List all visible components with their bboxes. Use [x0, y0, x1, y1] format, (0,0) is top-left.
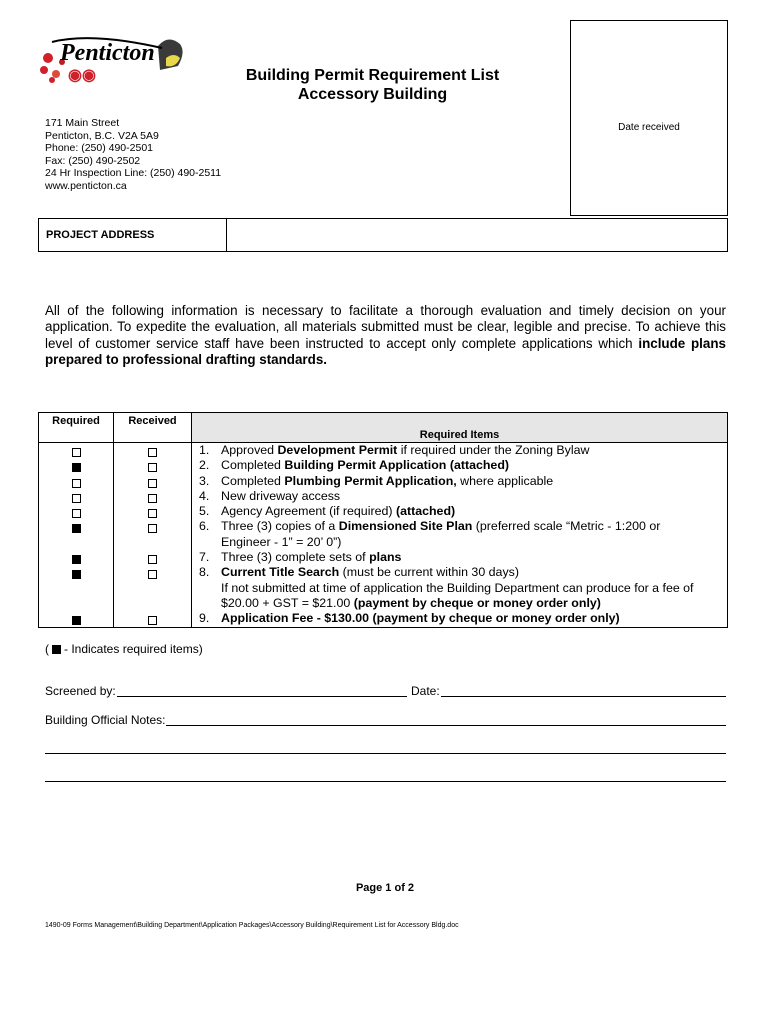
received-checkbox-9[interactable] — [114, 611, 191, 626]
required-checkbox-4[interactable] — [39, 489, 113, 504]
required-checkbox-3[interactable] — [39, 474, 113, 489]
page-title — [180, 66, 565, 104]
date-received-box[interactable] — [570, 20, 728, 216]
date-label: Date: — [411, 684, 440, 698]
received-checkbox-1[interactable] — [114, 443, 191, 458]
svg-text:◉◉: ◉◉ — [68, 67, 96, 84]
file-path: 1490-09 Forms Management\Building Department\Application Packages\Accessory Building\Requirement List for Accessory Bldg.doc — [45, 922, 459, 929]
empty-square-icon — [148, 509, 157, 518]
required-marks — [39, 443, 114, 628]
list-item: 5. Agency Agreement (if required) (attached) — [199, 504, 456, 519]
received-checkbox-3[interactable] — [114, 474, 191, 489]
items-list — [192, 443, 728, 628]
received-checkbox-6[interactable] — [114, 519, 191, 550]
list-item: 9. Application Fee - $130.00 (payment by cheque or money order only) — [199, 611, 620, 626]
notes-field-line-3[interactable] — [45, 781, 726, 782]
filled-square-icon — [72, 463, 81, 472]
address-city: Penticton, B.C. V2A 5A9 — [45, 129, 159, 142]
received-checkbox-4[interactable] — [114, 489, 191, 504]
required-checkbox-2[interactable] — [39, 458, 113, 473]
required-checkbox-1[interactable] — [39, 443, 113, 458]
penticton-logo — [38, 28, 188, 86]
title-line-1: Building Permit Requirement List — [245, 67, 500, 84]
legend-text: - Indicates required items) — [64, 642, 203, 656]
date-field[interactable] — [441, 696, 726, 697]
legend: ( - Indicates required items) — [45, 642, 203, 656]
website-link[interactable]: www.penticton.ca — [45, 179, 127, 192]
date-received-label: Date received — [618, 122, 680, 133]
list-item: 7. Three (3) complete sets of plans — [199, 550, 402, 565]
logo-text: Penticton — [60, 40, 155, 66]
address-street: 171 Main Street — [45, 117, 120, 129]
list-item: 4. New driveway access — [199, 488, 341, 503]
required-checkbox-6[interactable] — [39, 519, 113, 550]
table-header-row — [39, 413, 728, 443]
empty-square-icon — [148, 494, 157, 503]
empty-square-icon — [148, 479, 157, 488]
required-checkbox-9[interactable] — [39, 611, 113, 626]
empty-square-icon — [148, 463, 157, 472]
col-received-header: Received — [114, 413, 192, 443]
intro-text: All of the following information is necessary to facilitate a thorough evaluation and timely decision on your application. To expedite the evaluation, all materials submitted must be clear, legible and precise. To achieve this level of customer service staff have been instructed to accept only complete applications which — [45, 303, 726, 351]
empty-square-icon — [72, 448, 81, 457]
notes-field-line-2[interactable] — [45, 753, 726, 754]
col-items-header: Required Items — [192, 413, 728, 443]
empty-square-icon — [148, 448, 157, 457]
intro-bold: include plans prepared to professional drafting standards. — [45, 335, 726, 367]
required-checkbox-5[interactable] — [39, 504, 113, 519]
notes-field-line-1[interactable] — [166, 725, 726, 726]
intro-paragraph — [45, 303, 726, 368]
project-address-row — [38, 218, 728, 252]
col-required-header: Required — [39, 413, 114, 443]
fax: Fax: (250) 490-2502 — [45, 154, 141, 167]
received-checkbox-2[interactable] — [114, 458, 191, 473]
page-number: Page 1 of 2 — [355, 882, 415, 894]
table-row — [39, 443, 728, 628]
list-item: 1. Approved Development Permit if required under the Zoning Bylaw — [199, 443, 590, 457]
phone: Phone: (250) 490-2501 — [45, 142, 153, 155]
empty-square-icon — [72, 509, 81, 518]
empty-square-icon — [148, 570, 157, 579]
list-item: 3. Completed Plumbing Permit Application, where applicable — [199, 473, 554, 488]
title-line-2: Accessory Building — [297, 86, 448, 103]
inspection-line: 24 Hr Inspection Line: (250) 490-2511 — [45, 167, 222, 180]
project-address-label: PROJECT ADDRESS — [39, 219, 227, 251]
empty-square-icon — [72, 479, 81, 488]
filled-square-icon — [52, 645, 61, 654]
list-item: 8. Current Title Search (must be current within 30 days) If not submitted at time of application the Building Department can produce for a fee of $20.00 + GST = $21.00 (payment by cheque or money order only) — [199, 565, 694, 610]
required-checkbox-8[interactable] — [39, 565, 113, 611]
project-address-field[interactable] — [227, 219, 727, 251]
received-checkbox-7[interactable] — [114, 550, 191, 565]
empty-square-icon — [72, 494, 81, 503]
empty-square-icon — [148, 616, 157, 625]
required-checkbox-7[interactable] — [39, 550, 113, 565]
notes-label: Building Official Notes: — [45, 713, 166, 727]
list-item: 6. Three (3) copies of a Dimensioned Site Plan (preferred scale “Metric - 1:200 or Engineer - 1” = 20’ 0”) — [199, 519, 661, 549]
empty-square-icon — [148, 524, 157, 533]
contact-block — [45, 117, 221, 193]
list-item: 2. Completed Building Permit Application (attached) — [199, 458, 510, 473]
received-checkbox-5[interactable] — [114, 504, 191, 519]
filled-square-icon — [72, 524, 81, 533]
filled-square-icon — [72, 555, 81, 564]
screened-by-field[interactable] — [117, 696, 407, 697]
filled-square-icon — [72, 616, 81, 625]
requirements-table — [38, 412, 728, 628]
empty-square-icon — [148, 555, 157, 564]
received-checkbox-8[interactable] — [114, 565, 191, 611]
filled-square-icon — [72, 570, 81, 579]
received-marks — [114, 443, 192, 628]
screened-by-label: Screened by: — [45, 684, 116, 698]
